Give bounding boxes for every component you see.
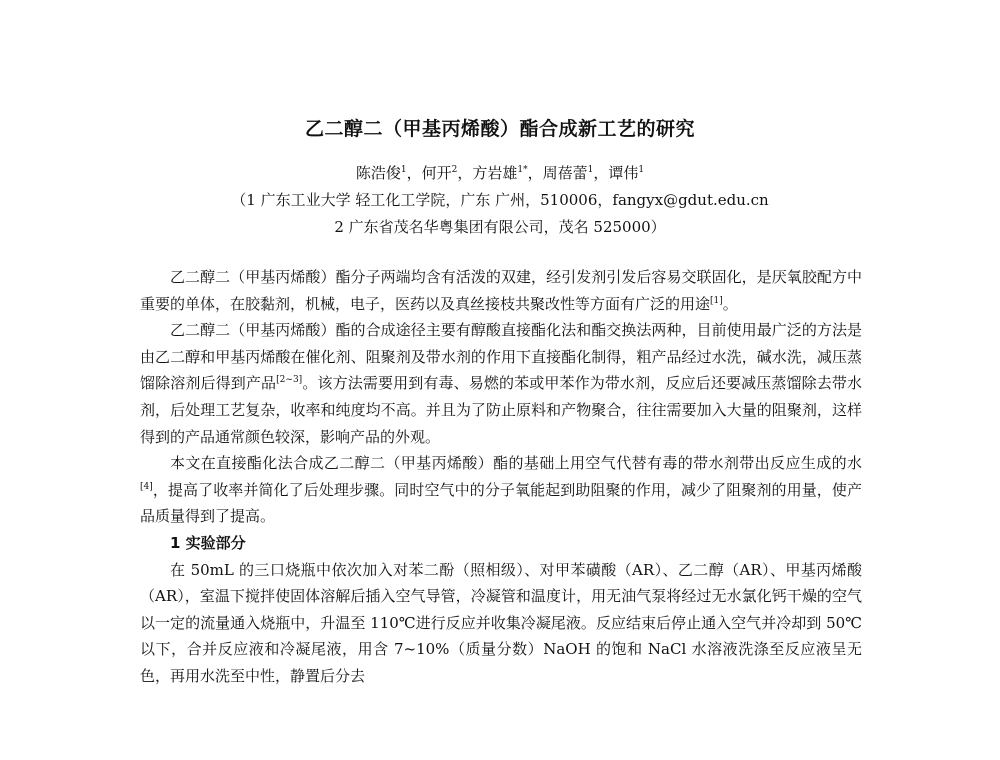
citation-ref: [1] (710, 295, 723, 306)
author-affiliation-mark: 1 (400, 165, 407, 175)
citation-ref: [2~3] (276, 375, 303, 386)
section-heading: 1 实验部分 (170, 533, 246, 552)
paragraph-text: 。该方法需要用到有毒、易燃的苯或甲苯作为带水剂，反应后还要减压蒸馏除去带水剂，后处理工艺复杂，收率和纯度均不高。并且为了防止原料和产物聚合，往往需要加入大量的阻聚剂，这样得到的产品通常颜色较深，影响产品的外观。 (140, 374, 862, 446)
author-name: 周蓓蕾 (542, 164, 588, 182)
author-name: 谭伟 (608, 164, 639, 182)
author-name: 何开 (421, 164, 452, 182)
affiliation-line-1: （1 广东工业大学 轻工化工学院，广东 广州，510006，fangyx@gdut.edu.cn (231, 191, 769, 209)
paragraph-text: 本文在直接酯化法合成乙二醇二（甲基丙烯酸）酯的基础上用空气代替有毒的带水剂带出反应生成的水 (170, 454, 862, 473)
citation-ref: [4] (140, 481, 153, 492)
paragraph-text: ，提高了收率并简化了后处理步骤。同时空气中的分子氧能起到助阻聚的作用，减少了阻聚剂的用量，使产品质量得到了提高。 (140, 480, 862, 526)
author-affiliation-mark: 1 (587, 165, 594, 175)
paragraph-intro-1 (140, 264, 862, 317)
paragraph-experimental: 在 50mL 的三口烧瓶中依次加入对苯二酚（照相级）、对甲苯磺酸（AR）、乙二醇（AR）、甲基丙烯酸（AR），室温下搅拌使固体溶解后插入空气导管，冷凝管和温度计，用无油气泵将经过无水氯化钙干燥的空气以一定的流量通入烧瓶中，升温至 110℃进行反应并收集冷凝尾液。反应结束后停止通入空气并冷却到 50℃以下，合并反应液和冷凝尾液，用含 7~10%（质量分数）NaOH 的饱和 NaCl 水溶液洗涤至反应液呈无色，再用水洗至中性，静置后分去 (140, 560, 862, 685)
author-name: 陈浩俊 (355, 164, 401, 182)
body-text (140, 264, 862, 690)
paragraph-text: 乙二醇二（甲基丙烯酸）酯的合成途径主要有醇酸直接酯化法和酯交换法两种，目前使用最广泛的方法是由乙二醇和甲基丙烯酸在催化剂、阻聚剂及带水剂的作用下直接酯化制得，粗产品经过水洗，碱水洗，减压蒸馏除溶剂后得到产品 (140, 321, 862, 393)
affiliation-line-2: 2 广东省茂名华粤集团有限公司，茂名 525000） (334, 218, 666, 236)
paper-title: 乙二醇二（甲基丙烯酸）酯合成新工艺的研究 (304, 118, 695, 140)
paragraph-text: 。 (722, 294, 738, 313)
author-affiliation-mark: 2 (451, 165, 458, 175)
author-affiliation-mark: 1* (517, 165, 528, 175)
paragraph-intro-3 (140, 450, 862, 530)
author-line: 陈浩俊$^1$，何开$^2$，方岩雄$^{1*}$，周蓓蕾$^1$，谭伟$^1$ (355, 164, 645, 182)
paragraph-text: 乙二醇二（甲基丙烯酸）酯分子两端均含有活泼的双建，经引发剂引发后容易交联固化，是厌氧胶配方中重要的单体，在胶黏剂，机械，电子，医药以及真丝接枝共聚改性等方面有广泛的用途 (140, 268, 862, 313)
author-name: 方岩雄 (472, 164, 518, 182)
author-affiliation-mark: 1 (638, 165, 645, 175)
paragraph-intro-2 (140, 317, 862, 450)
